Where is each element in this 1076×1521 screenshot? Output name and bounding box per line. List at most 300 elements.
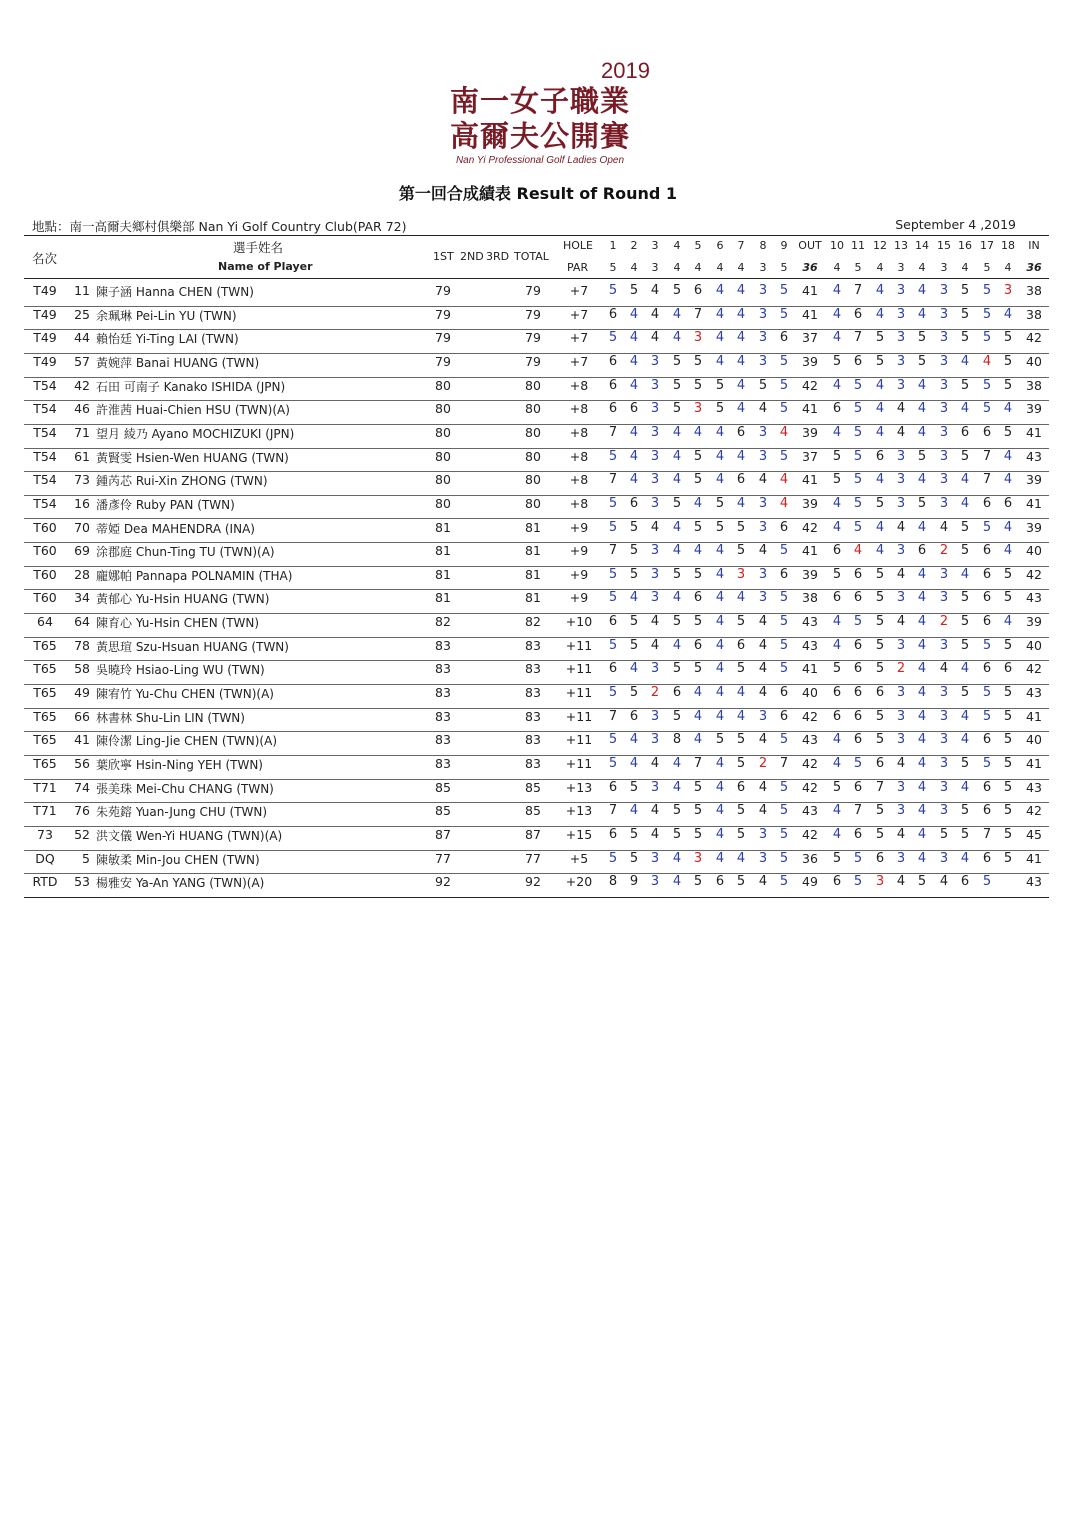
hole-score: 4 [917,708,927,724]
hole-score: 6 [672,685,682,701]
hole-score: 4 [715,779,725,795]
hole-score: 4 [629,661,639,677]
hole-score: 5 [853,850,863,866]
hole-score: 4 [693,732,703,748]
hole-score: 6 [832,543,842,559]
hole-score: 5 [939,826,949,842]
hole-score: 6 [960,874,970,890]
hole-score: 5 [629,637,639,653]
total-score: 80 [525,448,541,464]
rank-cell: T54 [33,377,57,393]
hole-score: 5 [1003,377,1013,393]
hole-par: 5 [609,261,617,274]
hole-score: 4 [939,519,949,535]
hole-score: 7 [982,826,992,842]
hole-score: 3 [693,401,703,417]
hole-score: 4 [650,330,660,346]
hole-score: 5 [982,377,992,393]
hole-score: 7 [853,283,863,298]
table-row [0,567,1076,591]
hole-score: 5 [629,519,639,535]
hole-par: 4 [918,261,926,274]
hole-score: 4 [715,424,725,440]
hole-score: 5 [672,283,682,298]
hole-score: 6 [779,566,789,582]
hole-score: 5 [982,756,992,771]
hole-par: 3 [759,261,767,274]
round1-score: 87 [435,826,451,842]
rank-header: 名次 [32,251,58,266]
hole-score: 6 [982,779,992,795]
hole-score: 7 [693,756,703,771]
hole-score: 4 [875,472,885,488]
hole-score: 4 [779,472,789,488]
table-row [0,378,1076,402]
hole-score: 5 [875,330,885,346]
hole-score: 5 [982,874,992,890]
rank-cell: T71 [33,803,57,819]
hole-score: 4 [896,401,906,417]
hole-score: 3 [1003,283,1013,298]
table-row [0,401,1076,425]
out-score: 49 [802,874,818,890]
rank-cell: T65 [33,661,57,677]
hole-score: 4 [672,472,682,488]
hole-score: 3 [758,708,768,724]
rank-cell: T60 [33,543,57,559]
hole-score: 5 [608,590,618,606]
hole-score: 4 [758,803,768,819]
hole-score: 3 [758,283,768,298]
player-number: 71 [74,424,90,440]
to-par: +5 [569,850,589,866]
hole-score: 6 [608,779,618,795]
hole-score: 4 [672,543,682,559]
hole-score: 4 [832,306,842,322]
total-score: 85 [525,779,541,795]
in-score: 41 [1026,495,1042,511]
hole-score: 5 [875,566,885,582]
hole-score: 4 [917,661,927,677]
hole-score: 4 [715,637,725,653]
out-score: 41 [802,283,818,298]
hole-score: 4 [629,424,639,440]
player-name: 望月 綾乃 Ayano MOCHIZUKI (JPN) [96,426,295,441]
hole-score: 6 [875,685,885,701]
total-score: 83 [525,756,541,771]
hole-score: 6 [779,708,789,724]
hole-score: 5 [1003,566,1013,582]
hole-score: 5 [693,803,703,819]
hole-score: 4 [715,543,725,559]
to-par: +9 [569,590,589,606]
in-score: 40 [1026,543,1042,559]
hole-score: 6 [853,732,863,748]
hole-score: 4 [715,685,725,701]
hole-score: 4 [832,495,842,511]
hole-score: 5 [832,779,842,795]
out-score: 40 [802,685,818,701]
hole-score: 6 [917,543,927,559]
hole-score: 3 [896,685,906,701]
hole-score: 3 [896,637,906,653]
hole-score: 3 [758,495,768,511]
to-par: +11 [565,661,593,677]
hole-score: 3 [758,566,768,582]
player-name: 石田 可南子 Kanako ISHIDA (JPN) [96,379,286,394]
hole-number: 16 [958,239,972,252]
hole-score: 6 [982,850,992,866]
player-name: 陳子涵 Hanna CHEN (TWN) [96,285,254,299]
hole-score: 4 [672,590,682,606]
hole-score: 3 [939,637,949,653]
hole-number: 4 [673,239,681,252]
player-header-en: Name of Player [218,260,313,273]
out-score: 39 [802,353,818,369]
hole-par: 5 [780,261,788,274]
hole-score: 4 [672,448,682,464]
hole-score: 5 [1003,850,1013,866]
hole-score: 5 [960,685,970,701]
out-score: 42 [802,377,818,393]
rank-cell: T54 [33,424,57,440]
rank-cell: T71 [33,779,57,795]
table-row [0,307,1076,331]
total-score: 81 [525,543,541,559]
hole-score: 3 [939,779,949,795]
hole-score: 5 [608,330,618,346]
round1-score: 79 [435,306,451,322]
hole-score: 3 [896,353,906,369]
hole-score: 4 [672,519,682,535]
hole-score: 4 [736,401,746,417]
table-row [0,685,1076,709]
hole-number: 1 [609,239,617,252]
hole-score: 4 [715,850,725,866]
hole-score: 5 [779,826,789,842]
table-row [0,543,1076,567]
hole-score: 5 [875,637,885,653]
hole-par: 4 [1004,261,1012,274]
rank-cell: T54 [33,495,57,511]
hole-score: 5 [736,756,746,771]
hole-score: 6 [608,353,618,369]
hole-score: 4 [650,283,660,298]
in-score: 43 [1026,590,1042,606]
hole-score: 5 [608,495,618,511]
player-number: 49 [74,685,90,701]
hole-number: 9 [780,239,788,252]
in-score: 38 [1026,306,1042,322]
hole-score: 5 [715,495,725,511]
to-par: +7 [569,330,589,346]
hole-score: 3 [650,353,660,369]
par-header: PAR [567,261,589,274]
round2-header: 2ND [460,250,484,263]
hole-par: 4 [673,261,681,274]
hole-score: 4 [917,519,927,535]
round1-score: 79 [435,330,451,346]
hole-score: 5 [779,377,789,393]
player-number: 73 [74,472,90,488]
hole-score: 5 [672,803,682,819]
hole-score: 5 [629,543,639,559]
hole-score: 4 [650,519,660,535]
hole-score: 4 [917,590,927,606]
hole-score: 5 [832,472,842,488]
hole-score: 5 [779,543,789,559]
hole-number: 12 [873,239,887,252]
hole-score: 4 [1003,306,1013,322]
hole-score: 3 [939,448,949,464]
hole-score: 3 [896,543,906,559]
to-par: +11 [565,732,593,748]
in-score: 42 [1026,803,1042,819]
to-par: +15 [565,826,593,842]
hole-score: 5 [736,826,746,842]
location-text: 地點：南一高爾夫鄉村俱樂部 Nan Yi Golf Country Club(PAR 72) [32,219,407,234]
total-score: 80 [525,495,541,511]
hole-score: 5 [853,614,863,630]
hole-score: 5 [853,756,863,771]
out-header: OUT [798,239,822,252]
hole-score: 4 [629,732,639,748]
player-number: 74 [74,779,90,795]
hole-score: 5 [1003,424,1013,440]
hole-score: 4 [1003,472,1013,488]
hole-score: 6 [853,708,863,724]
hole-score: 3 [650,543,660,559]
player-name: 張美珠 Mei-Chu CHANG (TWN) [96,781,274,796]
hole-score: 6 [982,495,992,511]
hole-score: 6 [608,377,618,393]
hole-score: 3 [939,306,949,322]
hole-score: 3 [758,826,768,842]
hole-score: 5 [693,377,703,393]
total-score: 80 [525,424,541,440]
hole-par: 4 [694,261,702,274]
hole-score: 4 [1003,543,1013,559]
total-score: 80 [525,401,541,417]
hole-score: 4 [629,448,639,464]
page-title: 第一回合成績表 Result of Round 1 [398,184,678,203]
hole-score: 6 [982,614,992,630]
player-name: 陳敏柔 Min-Jou CHEN (TWN) [96,852,260,867]
table-row [0,827,1076,851]
hole-score: 5 [875,732,885,748]
total-score: 81 [525,566,541,582]
round1-score: 83 [435,708,451,724]
event-logo [420,58,660,166]
in-score: 43 [1026,685,1042,701]
hole-score: 4 [672,874,682,890]
rank-cell: T54 [33,401,57,417]
table-row [0,283,1076,307]
hole-score: 5 [672,826,682,842]
hole-score: 6 [853,661,863,677]
hole-score: 4 [736,353,746,369]
table-row [0,638,1076,662]
hole-score: 6 [736,637,746,653]
hole-score: 4 [832,614,842,630]
hole-score: 7 [982,448,992,464]
round1-score: 80 [435,424,451,440]
hole-score: 4 [650,803,660,819]
round1-score: 83 [435,637,451,653]
out-score: 43 [802,614,818,630]
in-score: 41 [1026,850,1042,866]
hole-score: 4 [672,424,682,440]
player-number: 42 [74,377,90,393]
player-name: 吳曉玲 Hsiao-Ling WU (TWN) [96,663,265,678]
hole-score: 3 [650,850,660,866]
hole-score: 3 [650,566,660,582]
hole-score: 5 [672,661,682,677]
logo-title-line2: 高爾夫公開賽 [449,119,630,153]
hole-score: 3 [896,283,906,298]
rank-cell: T60 [33,590,57,606]
hole-score: 6 [1003,495,1013,511]
hole-score: 4 [693,495,703,511]
to-par: +13 [565,803,593,819]
hole-score: 2 [650,685,660,701]
hole-score: 5 [917,353,927,369]
round1-score: 85 [435,779,451,795]
hole-number: 2 [630,239,638,252]
hole-number: 18 [1001,239,1015,252]
player-number: 28 [74,566,90,582]
hole-score: 4 [917,779,927,795]
to-par: +8 [569,472,589,488]
player-number: 25 [74,306,90,322]
hole-score: 4 [629,353,639,369]
hole-score: 3 [758,330,768,346]
hole-score: 3 [896,779,906,795]
hole-score: 5 [779,850,789,866]
hole-score: 5 [672,401,682,417]
hole-score: 4 [736,708,746,724]
row-divider [24,897,1049,898]
hole-score: 2 [939,543,949,559]
total-score: 80 [525,472,541,488]
hole-score: 6 [982,543,992,559]
hole-score: 5 [693,779,703,795]
hole-score: 4 [917,377,927,393]
rank-cell: 73 [37,826,53,842]
hole-score: 5 [608,850,618,866]
hole-score: 6 [875,756,885,771]
hole-score: 4 [715,803,725,819]
hole-score: 3 [650,472,660,488]
hole-score: 4 [939,874,949,890]
hole-score: 4 [917,732,927,748]
hole-score: 4 [1003,519,1013,535]
hole-score: 3 [650,495,660,511]
hole-score: 5 [779,306,789,322]
to-par: +11 [565,756,593,771]
hole-score: 6 [832,874,842,890]
hole-score: 6 [982,590,992,606]
hole-score: 4 [896,519,906,535]
hole-score: 4 [736,377,746,393]
in-score: 41 [1026,708,1042,724]
hole-score: 4 [917,472,927,488]
hole-score: 3 [896,448,906,464]
out-score: 37 [802,448,818,464]
hole-score: 5 [693,661,703,677]
round1-header: 1ST [433,250,454,263]
player-name: 黃郁心 Yu-Hsin HUANG (TWN) [96,592,270,607]
player-number: 56 [74,756,90,771]
hole-score: 6 [960,424,970,440]
player-name: 黃婉萍 Banai HUANG (TWN) [96,355,260,370]
hole-score: 3 [693,330,703,346]
table-row [0,851,1076,875]
hole-score: 2 [939,614,949,630]
hole-score: 6 [608,401,618,417]
hole-score: 5 [672,353,682,369]
rank-cell: T49 [33,330,57,346]
hole-score: 4 [715,306,725,322]
hole-score: 5 [1003,756,1013,771]
hole-score: 3 [939,495,949,511]
hole-score: 3 [736,566,746,582]
hole-score: 7 [779,756,789,771]
in-score: 40 [1026,637,1042,653]
total-score: 81 [525,519,541,535]
hole-score: 3 [939,424,949,440]
to-par: +10 [565,614,593,630]
player-number: 70 [74,519,90,535]
hole-score: 4 [779,495,789,511]
hole-score: 6 [875,448,885,464]
in-score: 45 [1026,826,1042,842]
out-score: 36 [802,850,818,866]
hole-score: 3 [939,377,949,393]
hole-score: 3 [650,732,660,748]
hole-score: 4 [875,543,885,559]
hole-score: 4 [939,661,949,677]
hole-score: 4 [672,330,682,346]
hole-score: 4 [672,756,682,771]
hole-score: 4 [715,661,725,677]
hole-score: 4 [629,306,639,322]
hole-score: 5 [629,685,639,701]
round1-score: 85 [435,803,451,819]
player-name: 洪文儀 Wen-Yi HUANG (TWN)(A) [96,828,283,843]
rank-cell: T49 [33,283,57,298]
round1-score: 83 [435,661,451,677]
hole-score: 5 [982,685,992,701]
rank-cell: T65 [33,756,57,771]
in-score: 43 [1026,779,1042,795]
hole-score: 4 [960,495,970,511]
hole-score: 3 [939,732,949,748]
hole-score: 5 [832,566,842,582]
to-par: +8 [569,495,589,511]
hole-score: 7 [608,543,618,559]
hole-score: 4 [715,590,725,606]
hole-score: 5 [960,377,970,393]
hole-score: 6 [629,401,639,417]
to-par: +7 [569,283,589,298]
to-par: +7 [569,353,589,369]
hole-score: 5 [779,661,789,677]
out-score: 42 [802,708,818,724]
round1-score: 81 [435,543,451,559]
rank-cell: T54 [33,472,57,488]
player-number: 41 [74,732,90,748]
